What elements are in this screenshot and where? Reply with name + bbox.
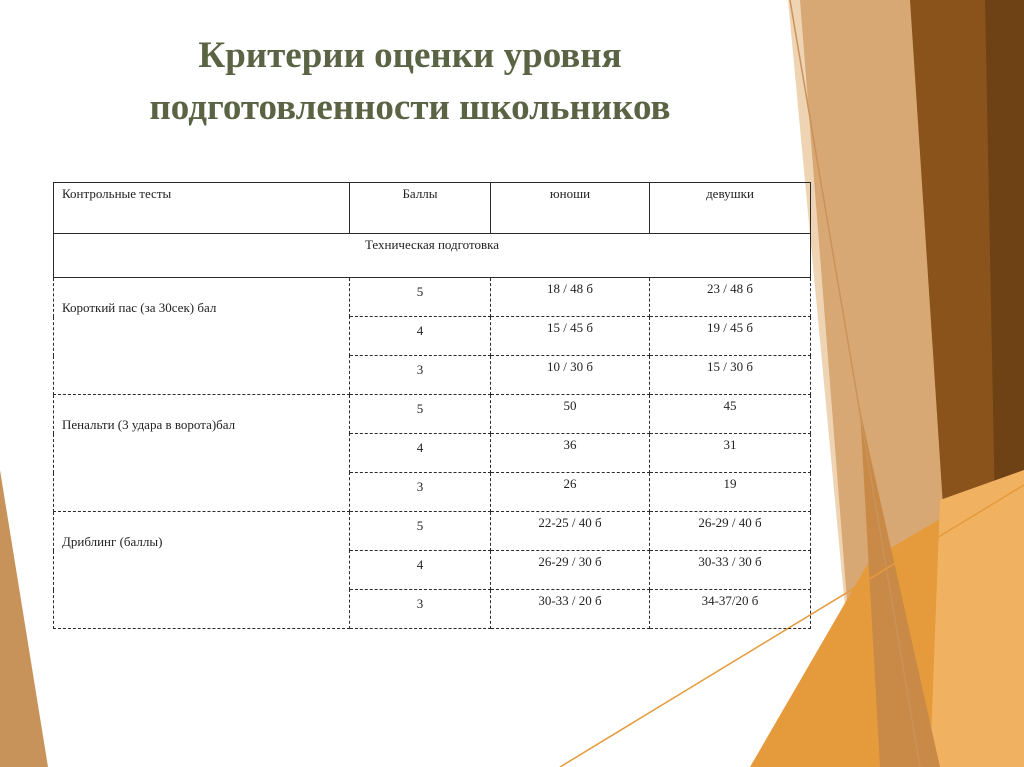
girls-cell: 19 / 45 б: [650, 317, 811, 356]
title-line-2: подготовленности школьников: [149, 87, 671, 128]
score-cell: 3: [350, 590, 491, 629]
header-score: Баллы: [350, 183, 491, 234]
score-cell: 5: [350, 395, 491, 434]
table-header-row: [54, 183, 811, 234]
boys-cell: 18 / 48 б: [491, 278, 650, 317]
header-boys: юноши: [491, 183, 650, 234]
header-girls: девушки: [650, 183, 811, 234]
table-row: [54, 278, 811, 317]
girls-cell: 31: [650, 434, 811, 473]
girls-cell: 34-37/20 б: [650, 590, 811, 629]
test-name: Пенальти (3 удара в ворота)бал: [54, 395, 350, 512]
test-name: Дриблинг (баллы): [54, 512, 350, 629]
score-cell: 4: [350, 551, 491, 590]
title-line-1: Критерии оценки уровня: [198, 35, 622, 76]
section-row: [54, 234, 811, 278]
score-cell: 5: [350, 278, 491, 317]
table-row: [54, 512, 811, 551]
table-row: [54, 395, 811, 434]
score-cell: 4: [350, 434, 491, 473]
boys-cell: 26-29 / 30 б: [491, 551, 650, 590]
criteria-table: [53, 182, 811, 629]
left-accent-shape: [0, 470, 48, 767]
girls-cell: 23 / 48 б: [650, 278, 811, 317]
header-tests: Контрольные тесты: [54, 183, 350, 234]
right-facet-orange-light: [930, 470, 1024, 767]
girls-cell: 26-29 / 40 б: [650, 512, 811, 551]
test-name: Короткий пас (за 30сек) бал: [54, 278, 350, 395]
section-title: Техническая подготовка: [54, 234, 811, 278]
boys-cell: 50: [491, 395, 650, 434]
boys-cell: 30-33 / 20 б: [491, 590, 650, 629]
girls-cell: 30-33 / 30 б: [650, 551, 811, 590]
slide-title: [60, 30, 760, 134]
score-cell: 3: [350, 356, 491, 395]
score-cell: 5: [350, 512, 491, 551]
boys-cell: 36: [491, 434, 650, 473]
boys-cell: 26: [491, 473, 650, 512]
score-cell: 3: [350, 473, 491, 512]
boys-cell: 15 / 45 б: [491, 317, 650, 356]
boys-cell: 22-25 / 40 б: [491, 512, 650, 551]
girls-cell: 45: [650, 395, 811, 434]
girls-cell: 15 / 30 б: [650, 356, 811, 395]
score-cell: 4: [350, 317, 491, 356]
girls-cell: 19: [650, 473, 811, 512]
boys-cell: 10 / 30 б: [491, 356, 650, 395]
